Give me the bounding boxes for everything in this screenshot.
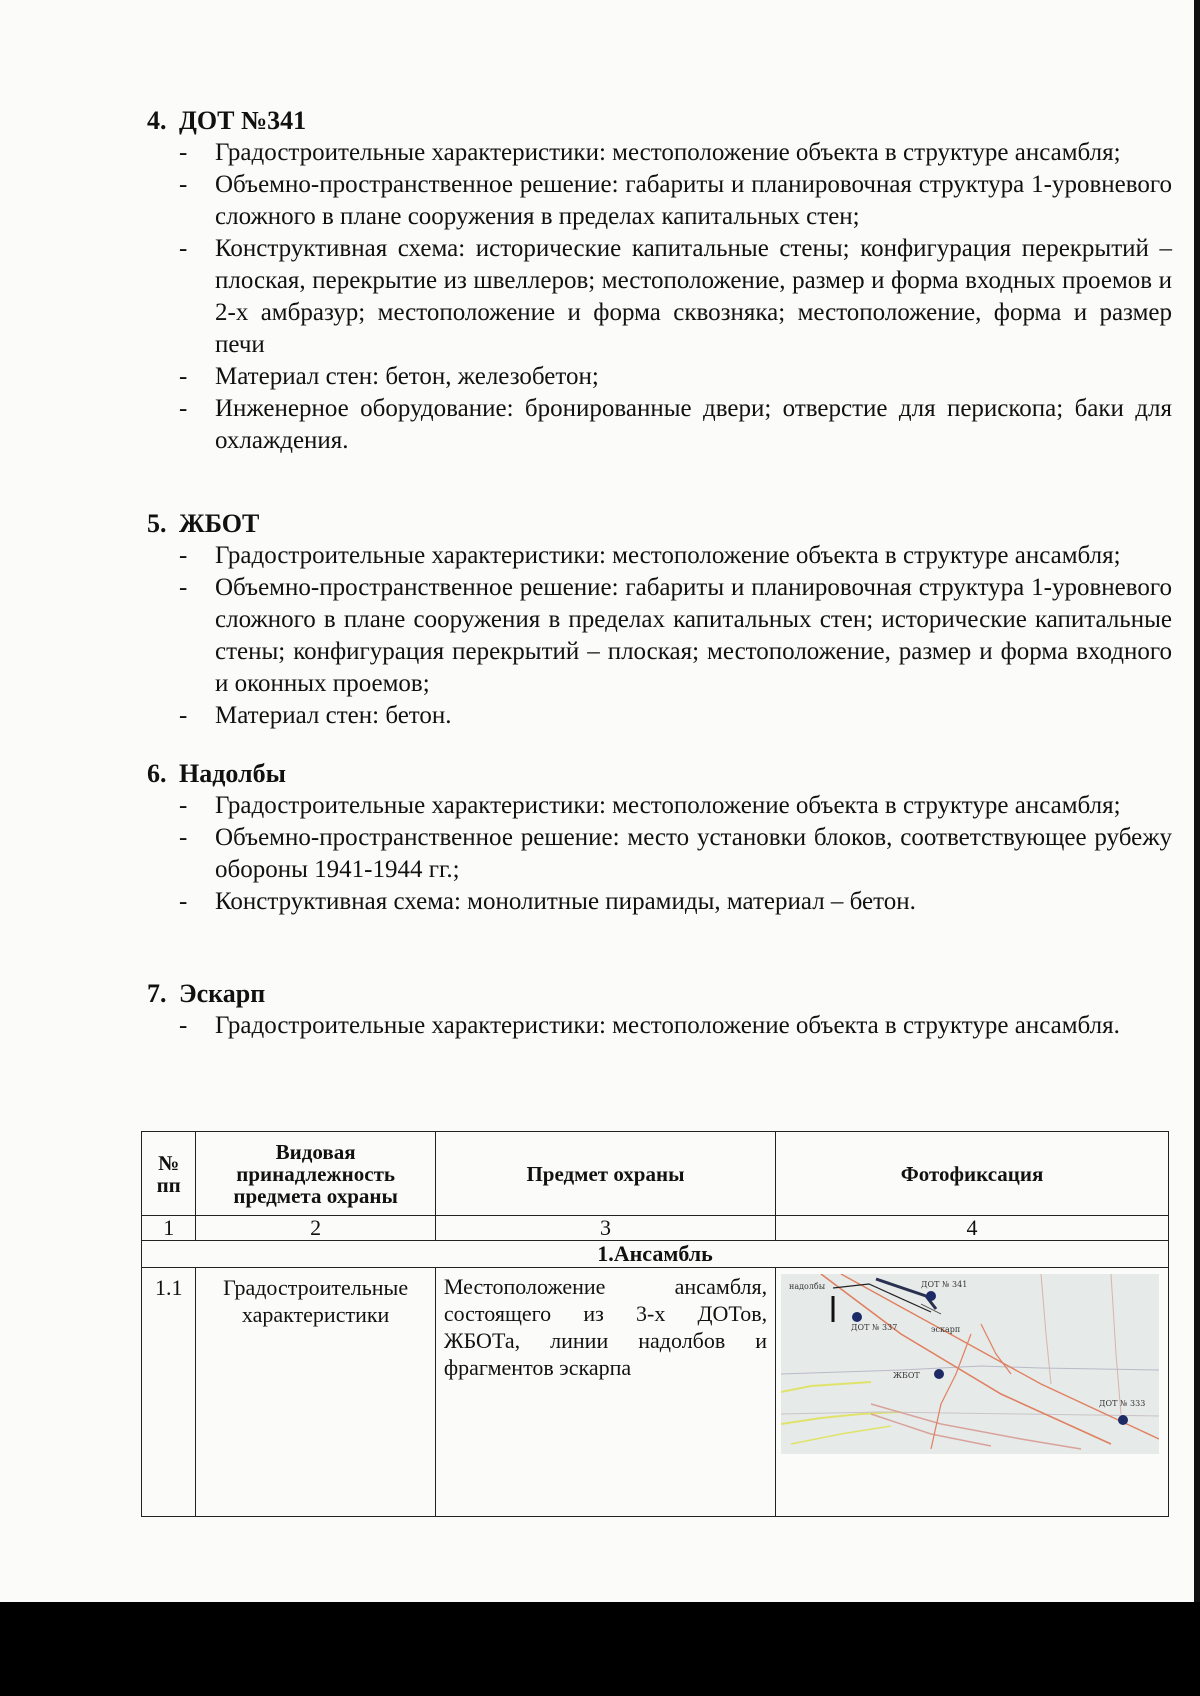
section-title: 6. Надолбы (147, 759, 286, 788)
table-cell: 1 (142, 1216, 196, 1241)
row-kind: Градостроительные характеристики (196, 1268, 435, 1517)
section-title: 5. ЖБОТ (147, 509, 260, 538)
row-subject: Местоположение ансамбля, состоящего из 3-х ДОТов, ЖБОТа, линии надолбов и фрагментов эскарпа (435, 1268, 775, 1517)
protection-table (141, 1131, 1169, 1517)
table-cell: 3 (435, 1216, 775, 1241)
list-item: - Градостроительные характеристики: местоположение объекта в структуре ансамбля. (179, 1012, 1120, 1039)
table-group-row (142, 1241, 1169, 1268)
map-label: ДОТ № 337 (851, 1323, 898, 1332)
map-label: ЖБОТ (893, 1371, 920, 1380)
table-row (142, 1268, 1169, 1517)
list-item: - Градостроительные характеристики: местоположение объекта в структуре ансамбля; (179, 542, 1121, 569)
table-cell: 4 (776, 1216, 1169, 1241)
list-item: - Объемно-пространственное решение: габариты и планировочная структура 1-уровневого сложного в плане сооружения в пределах капитальных стен; (179, 171, 1172, 230)
list-item: - Градостроительные характеристики: местоположение объекта в структуре ансамбля; (179, 139, 1121, 166)
list-item: - Материал стен: бетон. (179, 702, 452, 729)
table-index-row (142, 1216, 1169, 1241)
section-zhbot (147, 508, 1172, 732)
list-item: - Объемно-пространственное решение: место установки блоков, соответствующее рубежу обороны 1941-1944 гг.; (179, 824, 1172, 883)
list-item: - Объемно-пространственное решение: габариты и планировочная структура 1-уровневого сложного в плане сооружения в пределах капитальных стен; исторические капитальные стены; конфигурация перекрытий – плоская; местоположение, размер и форма входного и оконных проемов; (179, 574, 1172, 697)
ensemble-map-image (781, 1274, 1159, 1454)
section-dot-341 (147, 105, 1172, 457)
list-item: - Материал стен: бетон, железобетон; (179, 363, 599, 390)
section-eskarp (147, 978, 1172, 1042)
map-label: ДОТ № 333 (1099, 1399, 1146, 1408)
map-label: ДОТ № 341 (921, 1280, 968, 1289)
header-kind: Видовая принадлежность предмета охраны (196, 1132, 435, 1216)
header-subject: Предмет охраны (435, 1132, 775, 1216)
map-label: эскарп (931, 1325, 961, 1334)
list-item: - Градостроительные характеристики: местоположение объекта в структуре ансамбля; (179, 792, 1121, 819)
header-num: № пп (142, 1132, 196, 1216)
row-photo (776, 1268, 1169, 1517)
scan-bottom-band (0, 1602, 1200, 1696)
map-label: надолбы (789, 1282, 826, 1291)
list-item: - Инженерное оборудование: бронированные двери; отверстие для перископа; баки для охлаждения. (179, 395, 1172, 454)
table-header-row (142, 1132, 1169, 1216)
section-title: 7. Эскарп (147, 979, 266, 1008)
list-item: - Конструктивная схема: монолитные пирамиды, материал – бетон. (179, 888, 916, 915)
list-item: - Конструктивная схема: исторические капитальные стены; конфигурация перекрытий – плоская, перекрытие из швеллеров; местоположение, размер и форма входных проемов и 2-х амбразур; местоположение и форма сквозняка; местоположение, форма и размер печи (179, 235, 1172, 358)
header-photo: Фотофиксация (776, 1132, 1169, 1216)
section-nadolby (147, 758, 1172, 918)
group-title: 1.Ансамбль (142, 1241, 1169, 1268)
scan-edge (1194, 0, 1200, 1602)
section-title: 4. ДОТ №341 (147, 106, 307, 135)
row-num: 1.1 (142, 1268, 196, 1517)
table-cell: 2 (196, 1216, 435, 1241)
